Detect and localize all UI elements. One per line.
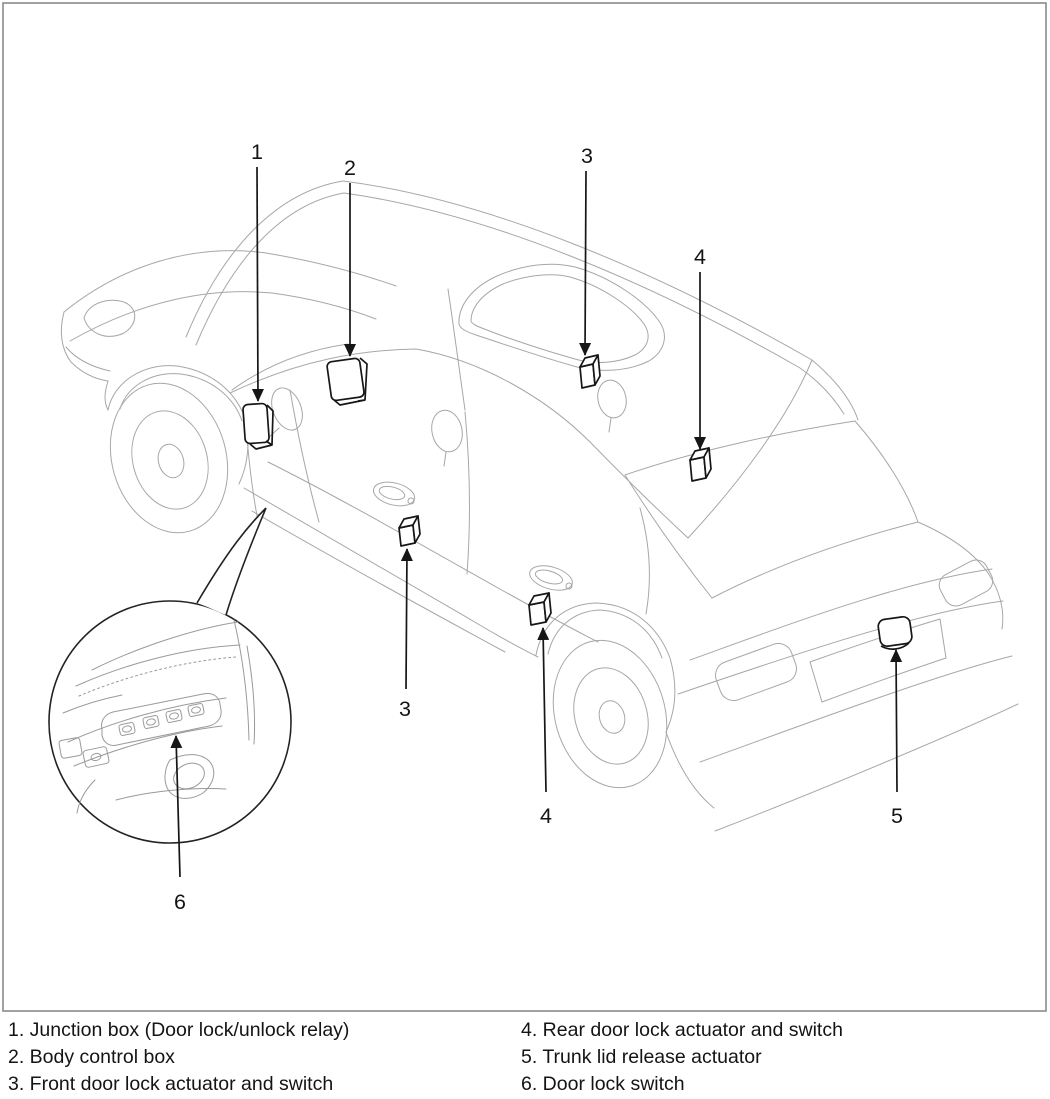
callout-label-1: 1 bbox=[251, 140, 263, 164]
arrow-5 bbox=[896, 650, 897, 792]
arrow-3-top bbox=[585, 171, 586, 355]
callout-label-2: 2 bbox=[344, 156, 356, 180]
legend-item-2: 2. Body control box bbox=[8, 1046, 175, 1068]
legend-item-1: 1. Junction box (Door lock/unlock relay) bbox=[8, 1019, 350, 1041]
legend-item-4: 4. Rear door lock actuator and switch bbox=[521, 1019, 843, 1041]
callout-label-3-top: 3 bbox=[581, 144, 593, 168]
component-box-rear-door-lock-door bbox=[529, 593, 551, 625]
legend-item-5: 5. Trunk lid release actuator bbox=[521, 1046, 762, 1068]
callout-label-3-bottom: 3 bbox=[399, 697, 411, 721]
callout-label-5: 5 bbox=[891, 804, 903, 828]
diagram-frame-border bbox=[3, 3, 1046, 1011]
legend-column-left bbox=[8, 1017, 349, 1098]
callout-label-4-bottom: 4 bbox=[540, 804, 552, 828]
callout-label-6: 6 bbox=[174, 890, 186, 914]
legend-item-6: 6. Door lock switch bbox=[521, 1073, 685, 1095]
component-box-trunk-release bbox=[877, 616, 912, 649]
legend-item-3: 3. Front door lock actuator and switch bbox=[8, 1073, 334, 1095]
component-box-front-door-lock-roof bbox=[580, 355, 600, 388]
component-box-rear-door-lock-deck bbox=[690, 448, 711, 481]
callout-label-4-top: 4 bbox=[694, 245, 706, 269]
arrow-3-bottom bbox=[406, 549, 407, 689]
legend-column-right bbox=[521, 1017, 843, 1098]
arrow-1 bbox=[257, 167, 258, 401]
